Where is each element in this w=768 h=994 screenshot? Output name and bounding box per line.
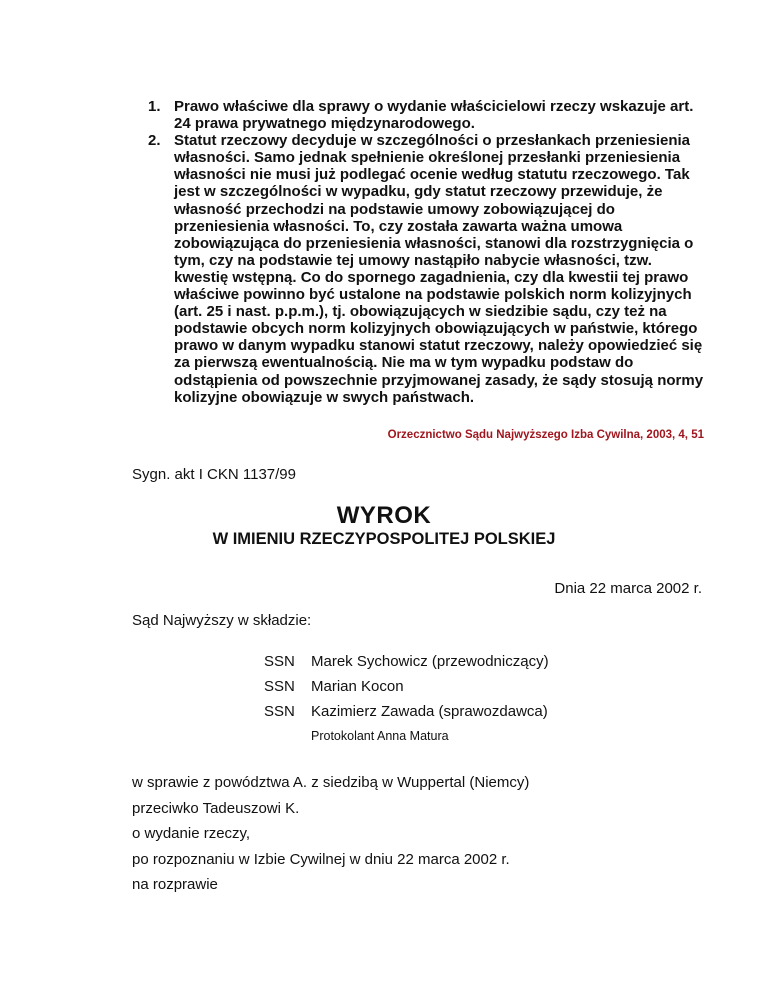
case-line: na rozprawie <box>132 876 218 893</box>
case-description <box>132 774 529 902</box>
judgment-date: Dnia 22 marca 2002 r. <box>554 580 702 597</box>
case-line: po rozpoznaniu w Izbie Cywilnej w dniu 22 marca 2002 r. <box>132 850 510 868</box>
judge-name: Marian Kocon <box>311 678 404 695</box>
judge-row <box>264 653 549 678</box>
judgment-subtitle: W IMIENIU RZECZYPOSPOLITEJ POLSKIEJ <box>212 530 556 548</box>
case-signature: Sygn. akt I CKN 1137/99 <box>132 466 296 483</box>
case-line: o wydanie rzeczy, <box>132 825 251 842</box>
thesis-summary-list <box>148 98 708 406</box>
judge-name: Kazimierz Zawada (sprawozdawca) <box>311 703 548 720</box>
court-composition-label: Sąd Najwyższy w składzie: <box>132 612 312 629</box>
thesis-item <box>148 132 708 406</box>
judge-row <box>264 678 549 703</box>
judge-title: SSN <box>264 703 295 720</box>
judgment-title: WYROK <box>336 502 432 529</box>
judge-title: SSN <box>264 653 295 670</box>
case-line: przeciwko Tadeuszowi K. <box>132 799 300 817</box>
court-clerk: Protokolant Anna Matura <box>311 729 449 743</box>
thesis-text: Statut rzeczowy decyduje w szczególności o przesłankach przeniesienia własności. Samo jednak spełnienie określonej przesłanki przeniesienia własności nie musi już podlegać ocenie według statutu rzeczowego. Tak jest w szczególności w wypadku, gdy statut rzeczowy przewiduje, że własność przechodzi na podstawie umowy zobowiązującej do przeniesienia własności. To, czy została zawarta ważna umowa zobowiązująca do przeniesienia własności, stanowi dla rozstrzygnięcia o tym, czy na podstawie tej umowy nastąpiło nabycie własności, tzw. kwestię wstępną. Co do spornego zagadnienia, czy dla kwestii tej prawo właściwe powinno być ustalone na podstawie polskich norm kolizyjnych (art. 25 i nast. p.p.m.), tj. obowiązujących w siedzibie sądu, czy też na podstawie obcych norm kolizyjnych obowiązujących w państwie, którego prawo w danym wypadku stanowi statut rzeczowy, należy opowiedzieć się za pierwszą ewentualnością. Nie ma w tym wypadku podstaw do odstąpienia od powszechnie przyjmowanej zasady, że sądy stosują normy kolizyjne obowiązuje w swych państwach. <box>174 132 704 406</box>
judge-name: Marek Sychowicz (przewodniczący) <box>311 653 549 670</box>
thesis-text: Prawo właściwe dla sprawy o wydanie właścicielowi rzeczy wskazuje art. 24 prawa prywatnego międzynarodowego. <box>174 98 694 133</box>
publication-citation: Orzecznictwo Sądu Najwyższego Izba Cywilna, 2003, 4, 51 <box>387 429 704 441</box>
thesis-item <box>148 98 708 132</box>
thesis-number: 2. <box>148 132 161 150</box>
judges-list <box>264 653 549 728</box>
thesis-number: 1. <box>148 98 161 115</box>
case-line: w sprawie z powództwa A. z siedzibą w Wuppertal (Niemcy) <box>132 774 530 791</box>
judge-row <box>264 703 549 728</box>
judge-title: SSN <box>264 678 295 695</box>
